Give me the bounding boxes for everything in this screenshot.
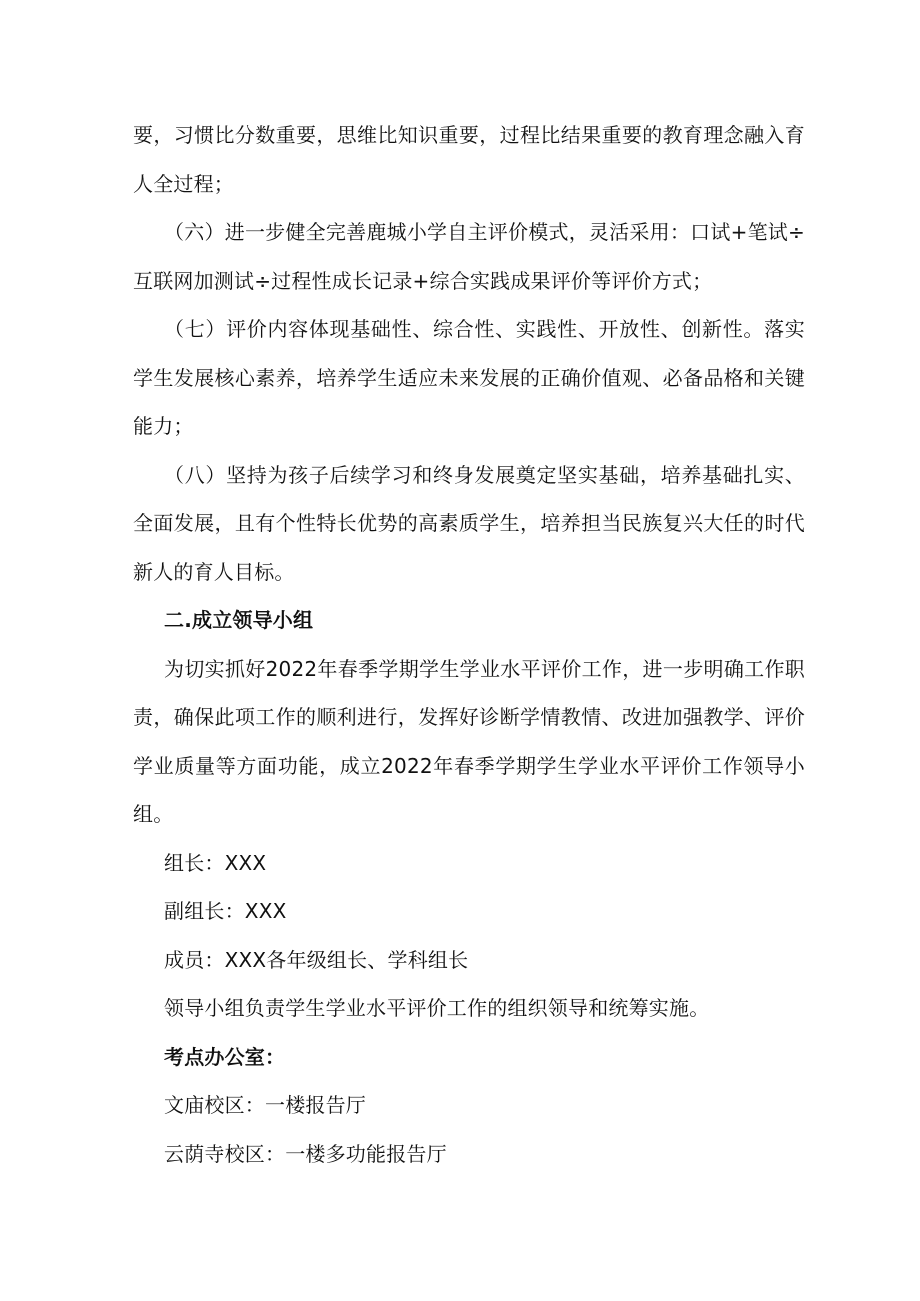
paragraph-intro-continuation: 要，习惯比分数重要，思维比知识重要，过程比结果重要的教育理念融入育人全过程； <box>133 123 805 196</box>
members-line: 成员：XXX各年级组长、学科组长 <box>164 947 469 972</box>
paragraph-item-six: （六）进一步健全完善鹿城小学自主评价模式，灵活采用：口试+笔试÷互联网加测试÷过程性成长记录+综合实践成果评价等评价方式； <box>133 220 805 293</box>
section-heading-exam-office: 考点办公室： <box>164 1044 286 1069</box>
document-body <box>133 111 805 1178</box>
section-heading-leadership-group: 二.成立领导小组 <box>164 608 314 632</box>
paragraph-item-seven: （七）评价内容体现基础性、综合性、实践性、开放性、创新性。落实学生发展核心素养，培养学生适应未来发展的正确价值观、必备品格和关键能力； <box>133 317 805 438</box>
campus-wenmiao-line: 文庙校区：一楼报告厅 <box>164 1093 366 1117</box>
responsibility-line: 领导小组负责学生学业水平评价工作的组织领导和统筹实施。 <box>164 996 710 1020</box>
paragraph-item-eight: （八）坚持为孩子后续学习和终身发展奠定坚实基础，培养基础扎实、全面发展，且有个性特长优势的高素质学生，培养担当民族复兴大任的时代新人的育人目标。 <box>133 462 805 584</box>
leader-line: 组长：XXX <box>164 850 267 875</box>
deputy-leader-line: 副组长：XXX <box>164 899 287 923</box>
campus-yunyinsi-line: 云荫寺校区：一楼多功能报告厅 <box>164 1141 447 1166</box>
paragraph-leadership-intro: 为切实抓好2022年春季学期学生学业水平评价工作，进一步明确工作职责，确保此项工作的顺利进行，发挥好诊断学情教情、改进加强教学、评价学业质量等方面功能，成立2022年春季学期学生学业水平评价工作领导小组。 <box>133 656 805 826</box>
